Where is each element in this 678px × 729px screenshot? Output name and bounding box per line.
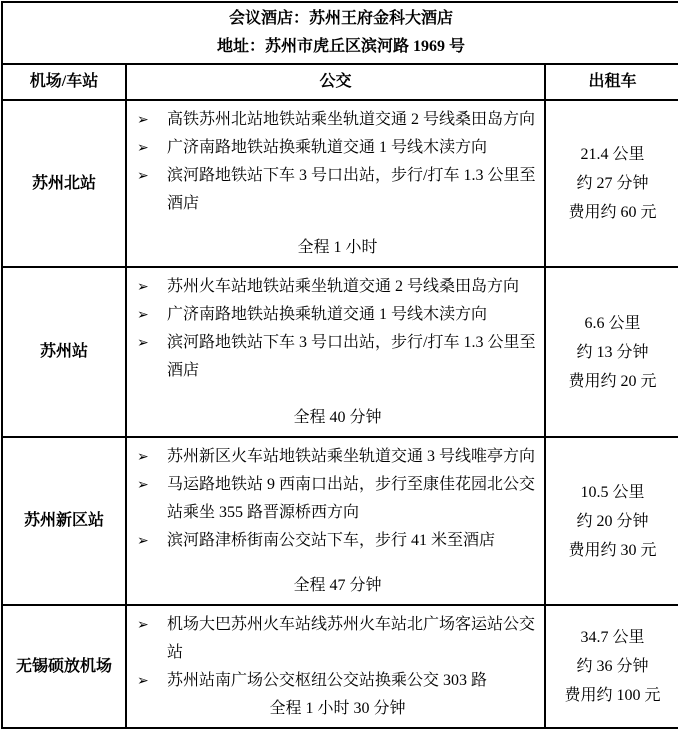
- total-duration: 全程 1 小时: [297, 239, 378, 256]
- bus-step-text: 苏州站南广场公交枢纽公交站换乘公交 303 路: [167, 672, 488, 689]
- bus-step-text: 广济南路地铁站换乘轨道交通 1 号线木渎方向: [167, 306, 488, 323]
- taxi-duration: 约 36 分钟: [576, 658, 649, 675]
- bus-step-text: 苏州火车站地铁站乘坐轨道交通 2 号线桑田岛方向: [167, 278, 520, 295]
- taxi-fare: 费用约 20 元: [568, 372, 657, 390]
- arrowhead-bullet-icon: ➢: [137, 307, 149, 323]
- bus-step-text: 滨河路津桥街南公交站下车，步行 41 米至酒店: [167, 532, 496, 549]
- bus-cell: [126, 100, 545, 267]
- total-duration: 全程 1 小时 30 分钟: [269, 700, 406, 717]
- taxi-distance: 6.6 公里: [584, 314, 641, 332]
- bus-step: [137, 611, 538, 667]
- table-row-suzhou-north: [2, 100, 678, 267]
- bus-cell: [126, 437, 545, 605]
- bus-step: [137, 134, 538, 162]
- arrowhead-bullet-icon: ➢: [137, 140, 149, 156]
- bus-step-text: 苏州新区火车站地铁站乘坐轨道交通 3 号线唯亭方向: [167, 448, 536, 465]
- table-row-wuxi-airport: [2, 605, 678, 728]
- bus-steps: [137, 273, 538, 404]
- column-header-taxi: 出租车: [545, 64, 678, 100]
- bus-cell: [126, 267, 545, 437]
- arrowhead-bullet-icon: ➢: [137, 168, 149, 184]
- taxi-cell: [545, 437, 678, 605]
- total-duration: 全程 40 分钟: [293, 409, 382, 426]
- arrowhead-bullet-icon: ➢: [137, 112, 149, 128]
- arrowhead-bullet-icon: ➢: [137, 335, 149, 351]
- taxi-fare: 费用约 100 元: [564, 687, 661, 704]
- table-title-row: [2, 2, 678, 64]
- taxi-duration: 约 20 分钟: [576, 512, 649, 530]
- bus-steps: [137, 443, 538, 572]
- taxi-cell: [545, 267, 678, 437]
- hotel-transport-table: [1, 1, 678, 729]
- bus-step: [137, 329, 538, 385]
- taxi-duration: 约 13 分钟: [576, 343, 649, 361]
- bus-step: [137, 106, 538, 134]
- taxi-distance: 10.5 公里: [580, 483, 645, 501]
- bus-steps: [137, 106, 538, 234]
- taxi-cell: [545, 605, 678, 728]
- taxi-duration: 约 27 分钟: [576, 175, 649, 192]
- taxi-fare: 费用约 30 元: [568, 541, 657, 559]
- arrowhead-bullet-icon: ➢: [137, 477, 149, 493]
- bus-step: [137, 443, 538, 471]
- bus-cell: [126, 605, 545, 728]
- arrowhead-bullet-icon: ➢: [137, 533, 149, 549]
- arrowhead-bullet-icon: ➢: [137, 673, 149, 689]
- bus-step: [137, 162, 538, 218]
- table-row-suzhou-station: [2, 267, 678, 437]
- bus-step: [137, 527, 538, 555]
- bus-step-text: 滨河路地铁站下车 3 号口出站，步行/打车 1.3 公里至酒店: [167, 167, 536, 212]
- table-row-suzhou-new-district: [2, 437, 678, 605]
- hotel-address-line: 地址：苏州市虎丘区滨河路 1969 号: [217, 38, 466, 55]
- bus-step: [137, 667, 538, 695]
- station-cell: 无锡硕放机场: [2, 605, 126, 728]
- bus-step-text: 高铁苏州北站地铁站乘坐轨道交通 2 号线桑田岛方向: [167, 111, 536, 128]
- bus-step-text: 滨河路地铁站下车 3 号口出站，步行/打车 1.3 公里至酒店: [167, 334, 536, 379]
- bus-step: [137, 273, 538, 301]
- bus-step-text: 马运路地铁站 9 西南口出站，步行至康佳花园北公交站乘坐 355 路晋源桥西方向: [167, 476, 536, 521]
- total-duration: 全程 47 分钟: [293, 577, 382, 594]
- taxi-distance: 21.4 公里: [580, 146, 645, 163]
- table-title-cell: [2, 2, 678, 64]
- column-header-bus: 公交: [126, 64, 545, 100]
- arrowhead-bullet-icon: ➢: [137, 617, 149, 633]
- station-cell: 苏州站: [2, 267, 126, 437]
- bus-step: [137, 471, 538, 527]
- hotel-name-line: 会议酒店：苏州王府金科大酒店: [229, 10, 454, 27]
- bus-step-text: 广济南路地铁站换乘轨道交通 1 号线木渎方向: [167, 139, 488, 156]
- arrowhead-bullet-icon: ➢: [137, 279, 149, 295]
- column-header-station: 机场/车站: [2, 64, 126, 100]
- station-cell: 苏州北站: [2, 100, 126, 267]
- taxi-fare: 费用约 60 元: [568, 204, 657, 221]
- taxi-distance: 34.7 公里: [580, 629, 645, 646]
- bus-steps: [137, 611, 538, 695]
- taxi-cell: [545, 100, 678, 267]
- bus-step: [137, 301, 538, 329]
- bus-step-text: 机场大巴苏州火车站线苏州火车站北广场客运站公交站: [167, 616, 536, 661]
- station-cell: 苏州新区站: [2, 437, 126, 605]
- column-header-row: [2, 64, 678, 100]
- arrowhead-bullet-icon: ➢: [137, 449, 149, 465]
